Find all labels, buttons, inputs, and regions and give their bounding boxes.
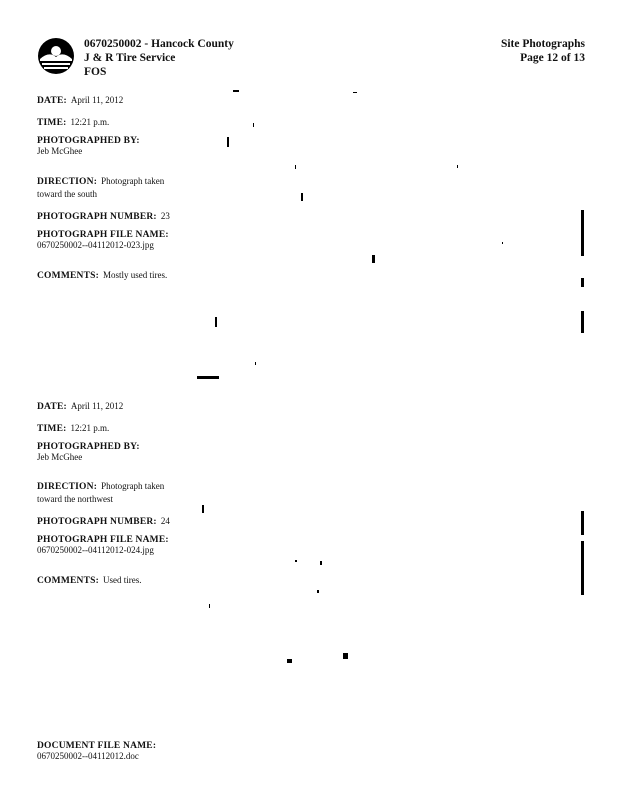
direction-row [37,476,164,504]
document-file-label: DOCUMENT FILE NAME: [37,741,157,751]
direction-value-1: Photograph taken [101,481,165,491]
direction-value-1: Photograph taken [101,176,165,186]
document-file-value: 0670250002--04112012.doc [37,751,139,761]
date-value: April 11, 2012 [70,95,124,105]
date-label: DATE: [37,96,67,106]
comments-label: COMMENTS: [37,576,99,586]
photo-number-label: PHOTOGRAPH NUMBER: [37,212,157,222]
file-name-label: PHOTOGRAPH FILE NAME: [37,230,169,240]
agency-logo-icon [36,37,76,75]
photographer-row [37,442,140,462]
document-file-name-block [37,741,156,761]
date-row [37,90,123,108]
photo-number-value: 23 [160,211,170,221]
header-section-title: Site Photographs [500,38,585,50]
direction-value-2: toward the south [37,189,97,199]
time-value: 12:21 p.m. [70,423,110,433]
time-value: 12:21 p.m. [70,117,110,127]
photo-image-23 [195,85,595,385]
comments-value: Mostly used tires. [102,270,168,280]
direction-label: DIRECTION: [37,177,98,187]
header-facility: J & R Tire Service [84,52,176,64]
photographer-label: PHOTOGRAPHED BY: [37,136,140,146]
date-label: DATE: [37,402,67,412]
time-label: TIME: [37,118,67,128]
header-office: FOS [84,66,107,78]
direction-value-2: toward the northwest [37,494,113,504]
photographer-value: Jeb McGhee [37,452,83,462]
agency-logo [36,37,76,75]
file-name-label: PHOTOGRAPH FILE NAME: [37,535,169,545]
direction-row [37,171,164,199]
photographer-row [37,136,140,156]
file-name-value: 0670250002--04112012-023.jpg [37,240,154,250]
file-name-row [37,230,169,250]
comments-label: COMMENTS: [37,271,99,281]
time-label: TIME: [37,424,67,434]
photo-number-value: 24 [160,516,170,526]
comments-row [37,265,167,283]
time-row [37,418,109,436]
time-row [37,112,109,130]
header-doc-id: 0670250002 - Hancock County [84,38,234,50]
photo-number-label: PHOTOGRAPH NUMBER: [37,517,157,527]
photo-number-row [37,511,170,529]
photographer-label: PHOTOGRAPHED BY: [37,442,140,452]
file-name-row [37,535,169,555]
photo-image-24 [195,495,595,695]
date-row [37,396,123,414]
comments-value: Used tires. [102,575,142,585]
header-page-label: Page 12 of 13 [520,52,585,64]
photo-number-row [37,206,170,224]
date-value: April 11, 2012 [70,401,124,411]
comments-row [37,570,141,588]
file-name-value: 0670250002--04112012-024.jpg [37,545,154,555]
photographer-value: Jeb McGhee [37,146,83,156]
direction-label: DIRECTION: [37,482,98,492]
